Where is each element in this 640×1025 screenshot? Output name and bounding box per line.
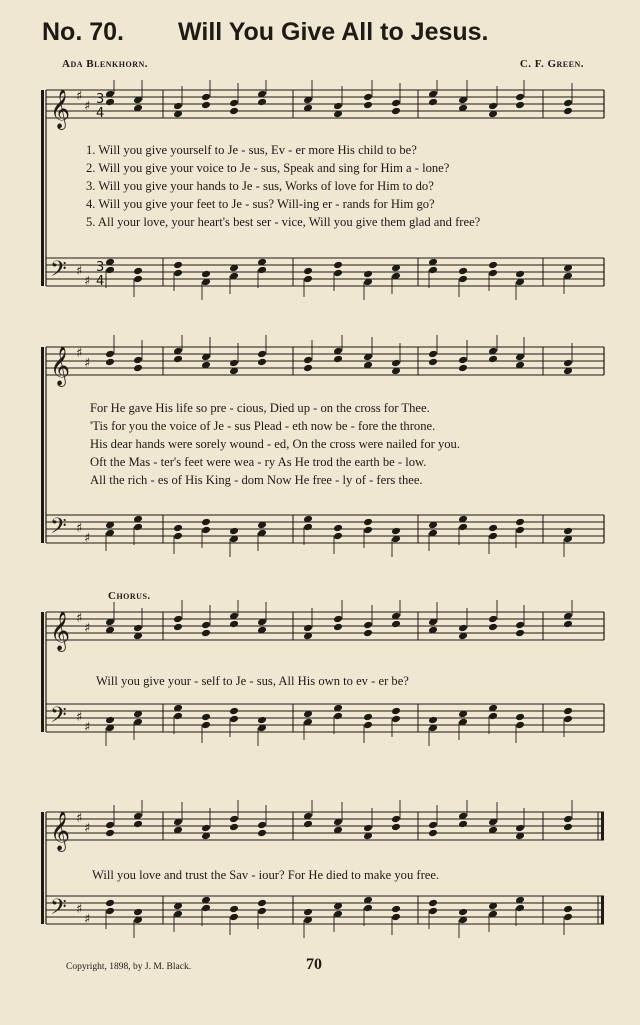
lyricist-credit: Ada Blenkhorn. bbox=[62, 58, 149, 70]
svg-text:♯: ♯ bbox=[84, 720, 91, 735]
music-system-1 bbox=[38, 80, 608, 310]
chorus-label: Chorus. bbox=[108, 590, 151, 602]
verse-3-line: 3. Will you give your hands to Je - sus, Works of love for Him to do? bbox=[86, 179, 434, 193]
verse-3-line: His dear hands were sorely wound - ed, On the cross were nailed for you. bbox=[90, 437, 461, 451]
svg-text:𝄢: 𝄢 bbox=[50, 895, 67, 925]
chorus-line-2: Will you love and trust the Sav - iour? For He died to make you free. bbox=[92, 868, 440, 882]
svg-text:♯: ♯ bbox=[76, 710, 83, 725]
svg-text:𝄞: 𝄞 bbox=[50, 611, 71, 651]
svg-text:𝄞: 𝄞 bbox=[50, 346, 71, 386]
composer-credit: C. F. Green. bbox=[519, 58, 584, 70]
music-system-4 bbox=[38, 800, 608, 960]
svg-text:4: 4 bbox=[96, 274, 105, 289]
svg-text:♯: ♯ bbox=[76, 611, 83, 626]
verse-2-line: 'Tis for you the voice of Je - sus Plead - eth now be - fore the throne. bbox=[90, 419, 436, 433]
copyright-notice: Copyright, 1898, by J. M. Black. bbox=[66, 962, 192, 972]
svg-text:♯: ♯ bbox=[84, 621, 91, 636]
svg-text:4: 4 bbox=[96, 106, 105, 121]
verse-1-line: 1. Will you give yourself to Je - sus, Ev - er more His child to be? bbox=[86, 143, 417, 157]
svg-text:♯: ♯ bbox=[76, 811, 83, 826]
svg-text:♯: ♯ bbox=[84, 531, 91, 546]
svg-text:𝄞: 𝄞 bbox=[50, 811, 71, 851]
music-system-2 bbox=[38, 335, 608, 565]
svg-text:♯: ♯ bbox=[84, 274, 91, 289]
verse-4-line: 4. Will you give your feet to Je - sus? Will-ing er - rands for Him go? bbox=[86, 197, 435, 211]
svg-text:♯: ♯ bbox=[84, 821, 91, 836]
verse-5-line: 5. All your love, your heart's best ser - vice, Will you give them glad and free? bbox=[86, 215, 481, 229]
verse-4-line: Oft the Mas - ter's feet were wea - ry As He trod the earth be - low. bbox=[90, 455, 427, 469]
hymn-number: No. 70. bbox=[42, 18, 124, 46]
svg-text:𝄢: 𝄢 bbox=[50, 703, 67, 733]
verse-2-line: 2. Will you give your voice to Je - sus, Speak and sing for Him a - lone? bbox=[86, 161, 450, 175]
verse-5-line: All the rich - es of His King - dom Now He free - ly of - fers thee. bbox=[90, 473, 423, 487]
svg-text:𝄢: 𝄢 bbox=[50, 514, 67, 544]
svg-text:♯: ♯ bbox=[84, 356, 91, 371]
svg-text:♯: ♯ bbox=[84, 912, 91, 927]
svg-text:♯: ♯ bbox=[76, 902, 83, 917]
svg-text:3: 3 bbox=[96, 260, 105, 275]
svg-text:3: 3 bbox=[96, 92, 105, 107]
svg-text:♯: ♯ bbox=[76, 521, 83, 536]
svg-text:♯: ♯ bbox=[84, 99, 91, 114]
page-number: 70 bbox=[306, 956, 322, 973]
svg-text:♯: ♯ bbox=[76, 264, 83, 279]
title-row bbox=[42, 18, 602, 52]
music-system-3 bbox=[38, 600, 608, 770]
score-staves-1 bbox=[38, 80, 608, 310]
verse-1-line: For He gave His life so pre - cious, Died up - on the cross for Thee. bbox=[90, 401, 430, 415]
hymn-title: Will You Give All to Jesus. bbox=[178, 18, 489, 46]
chorus-line-1: Will you give your - self to Je - sus, All His own to ev - er be? bbox=[96, 674, 409, 688]
svg-text:♯: ♯ bbox=[76, 89, 83, 104]
svg-text:𝄞: 𝄞 bbox=[50, 89, 71, 129]
svg-text:𝄢: 𝄢 bbox=[50, 257, 67, 287]
svg-text:♯: ♯ bbox=[76, 346, 83, 361]
